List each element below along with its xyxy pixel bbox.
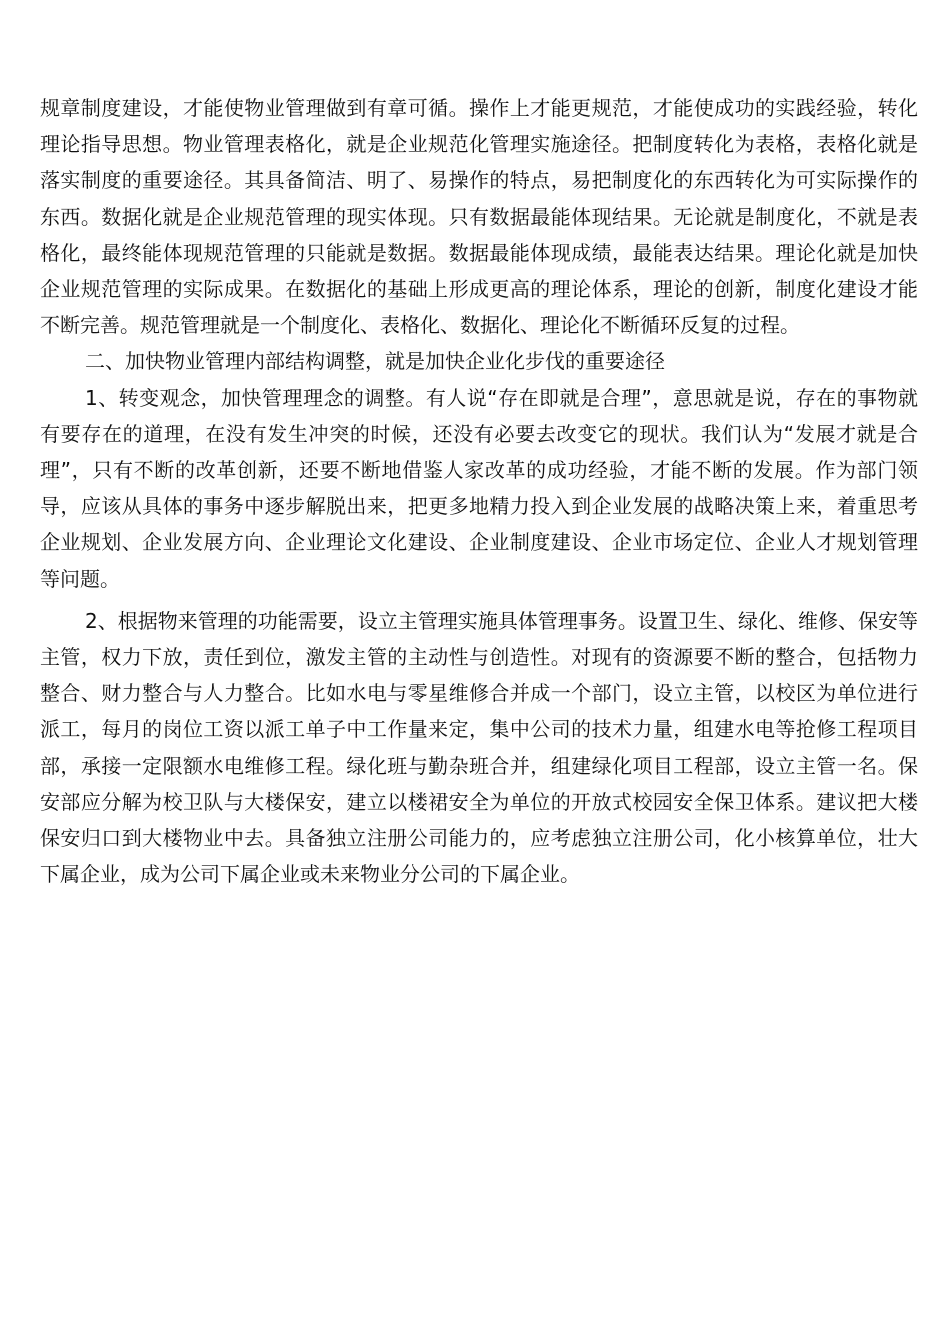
section-heading-two: 二、加快物业管理内部结构调整，就是加快企业化步伐的重要途径 xyxy=(85,349,665,374)
paragraph-standardization: 规章制度建设，才能使物业管理做到有章可循。操作上才能更规范，才能使成功的实践经验，转化理论指导思想。物业管理表格化，就是企业规范化管理实施途径。把制度转化为表格，表格化就是落实制度的重要途径。其具备简洁、明了、易操作的特点，易把制度化的东西转化为可实际操作的东西。数据化就是企业规范管理的现实体现。只有数据最能体现结果。无论就是制度化，不就是表格化，最终能体现规范管理的只能就是数据。数据最能体现成绩，最能表达结果。理论化就是加快企业规范管理的实际成果。在数据化的基础上形成更高的理论体系，理论的创新，制度化建设才能不断完善。规范管理就是一个制度化、表格化、数据化、理论化不断循环反复的过程。 xyxy=(40,96,918,338)
paragraph-point-1: 1、转变观念，加快管理理念的调整。有人说“存在即就是合理”，意思就是说，存在的事物就有要存在的道理，在没有发生冲突的时候，还没有必要去改变它的现状。我们认为“发展才就是合理”，只有不断的改革创新，还要不断地借鉴人家改革的成功经验，才能不断的发展。作为部门领导，应该从具体的事务中逐步解脱出来，把更多地精力投入到企业发展的战略决策上来，着重思考企业规划、企业发展方向、企业理论文化建设、企业制度建设、企业市场定位、企业人才规划管理等问题。 xyxy=(40,385,918,591)
document-page xyxy=(40,90,918,892)
paragraph-point-2: 2、根据物来管理的功能需要，设立主管理实施具体管理事务。设置卫生、绿化、维修、保安等主管，权力下放，责任到位，激发主管的主动性与创造性。对现有的资源要不断的整合，包括物力整合、财力整合与人力整合。比如水电与零星维修合并成一个部门，设立主管，以校区为单位进行派工，每月的岗位工资以派工单子中工作量来定，集中公司的技术力量，组建水电等抢修工程项目部，承接一定限额水电维修工程。绿化班与勤杂班合并，组建绿化项目工程部，设立主管一名。保安部应分解为校卫队与大楼保安，建立以楼裙安全为单位的开放式校园安全保卫体系。建议把大楼保安归口到大楼物业中去。具备独立注册公司能力的，应考虑独立注册公司，化小核算单位，壮大下属企业，成为公司下属企业或未来物业分公司的下属企业。 xyxy=(40,608,918,887)
